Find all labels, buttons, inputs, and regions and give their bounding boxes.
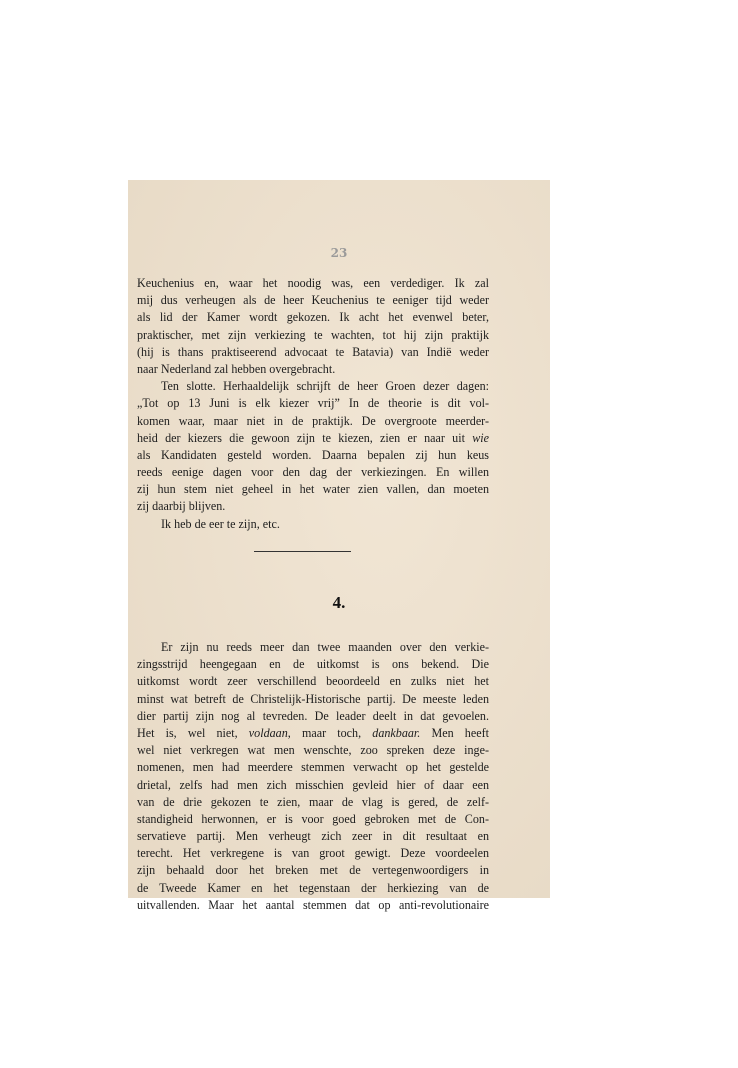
text-line: wel niet verkregen wat men wenschte, zoo spreken deze inge- xyxy=(137,743,489,758)
text-line-with-italics xyxy=(137,725,489,742)
text-line: zingsstrijd heengegaan en de uitkomst is ons bekend. Die xyxy=(137,657,489,672)
text-line: zijn behaald door het breken met de vertegenwoordigers in xyxy=(137,863,489,878)
italic-word: dankbaar. xyxy=(372,725,421,740)
text-line: (hij is thans praktiseerend advocaat te Batavia) van Indië weder xyxy=(137,344,489,359)
text-line: komen waar, maar niet in de praktijk. De overgroote meerder- xyxy=(137,413,489,428)
text-line: zij daarbij blijven. xyxy=(137,499,226,514)
text-line: van de drie gekozen te zien, maar de vlag is gered, de zelf- xyxy=(137,794,489,809)
italic-word: voldaan xyxy=(248,725,288,740)
closing-line: Ik heb de eer te zijn, etc. xyxy=(161,516,280,531)
text-line: mij dus verheugen als de heer Keuchenius te eeniger tijd weder xyxy=(137,293,489,308)
paragraph-block-letter-end xyxy=(137,275,489,533)
text-line: servatieve partij. Men verheugt zich zeer in dit resultaat en xyxy=(137,829,489,844)
italic-word: wie xyxy=(472,430,489,445)
paragraph-block-section-4 xyxy=(137,639,489,914)
text-line: Ten slotte. Herhaaldelijk schrijft de heer Groen dezer dagen: xyxy=(161,379,489,394)
text-line: uitvallenden. Maar het aantal stemmen dat op anti-revolutionaire xyxy=(137,897,489,912)
text-segment: heid der kiezers die gewoon zijn te kiezen, zien er naar uit xyxy=(137,430,465,445)
page-number: 23 xyxy=(330,246,348,260)
section-number: 4. xyxy=(332,593,346,612)
text-line: de Tweede Kamer en het tegenstaan der herkiezing van de xyxy=(137,880,489,895)
text-line: als Kandidaten gesteld worden. Daarna bepalen zij hun keus xyxy=(137,447,489,462)
text-line: minst wat betreft de Christelijk-Historische partij. De meeste leden xyxy=(137,691,489,706)
text-line: dier partij zijn nog al tevreden. De leader deelt in dat gevoelen. xyxy=(137,708,489,723)
text-line: als lid der Kamer wordt gekozen. Ik acht het evenwel beter, xyxy=(137,310,489,325)
text-line: zij hun stem niet geheel in het water zien vallen, dan moeten xyxy=(137,482,489,497)
text-line: standigheid herwonnen, er is voor goed gebroken met de Con- xyxy=(137,811,489,826)
text-segment: Het is, wel niet, xyxy=(137,725,238,740)
text-line: „Tot op 13 Juni is elk kiezer vrij” In de theorie is dit vol- xyxy=(137,396,489,411)
text-line: Keuchenius en, waar het noodig was, een verdediger. Ik zal xyxy=(137,276,489,290)
book-page xyxy=(128,180,550,912)
text-line: terecht. Het verkregene is van groot gewigt. Deze voordeelen xyxy=(137,846,489,861)
text-line: reeds eenige dagen voor den dag der verkiezingen. En willen xyxy=(137,465,489,480)
text-line-with-italic xyxy=(137,430,489,447)
text-segment: Men heeft xyxy=(431,725,489,740)
text-line: Er zijn nu reeds meer dan twee maanden over den verkie- xyxy=(161,640,489,654)
section-divider xyxy=(254,551,351,552)
text-line: drietal, zelfs had men zich misschien gevleid hier of daar een xyxy=(137,777,489,792)
text-line: praktischer, met zijn verkiezing te wachten, tot hij zijn praktijk xyxy=(137,327,489,342)
text-line: uitkomst wordt zeer verschillend beoordeeld en zulks niet het xyxy=(137,674,489,689)
text-segment: , maar toch, xyxy=(287,725,362,740)
text-line: naar Nederland zal hebben overgebracht. xyxy=(137,361,336,376)
text-line: nomenen, men had meerdere stemmen verwacht op het gestelde xyxy=(137,760,489,775)
